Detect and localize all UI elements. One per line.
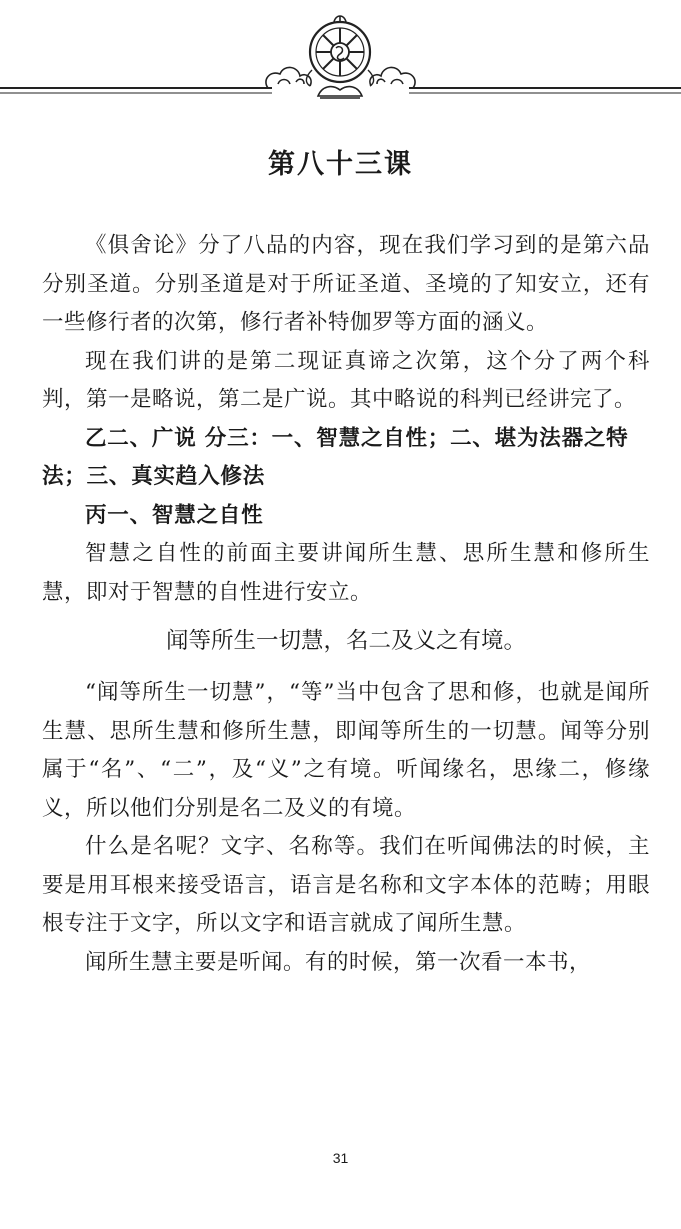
paragraph: 什么是名呢？文字、名称等。我们在听闻佛法的时候，主要是用耳根来接受语言，语言是名称和文字本体的范畴；用眼根专注于文字，所以文字和语言就成了闻所生慧。 <box>42 834 650 936</box>
section-heading-level2: 乙二、广说 分三：一、智慧之自性；二、堪为法器之特法；三、真实趋入修法 <box>42 425 629 489</box>
paragraph: “闻等所生一切慧”，“等”当中包含了思和修，也就是闻所生慧、思所生慧和修所生慧，即闻等所生的一切慧。闻等分别属于“名”、“二”，及“义”之有境。听闻缘名，思缘二，修缘义，所以他们分别是名二及义的有境。 <box>42 680 650 821</box>
verse-quote: 闻等所生一切慧，名二及义之有境。 <box>165 628 526 654</box>
paragraph: 现在我们讲的是第二现证真谛之次第，这个分了两个科判，第一是略说，第二是广说。其中略说的科判已经讲完了。 <box>42 348 650 412</box>
section-heading-level3: 丙一、智慧之自性 <box>85 502 264 528</box>
lesson-title: 第八十三课 <box>268 149 413 180</box>
dharma-wheel-icon <box>0 0 681 110</box>
paragraph: 智慧之自性的前面主要讲闻所生慧、思所生慧和修所生慧，即对于智慧的自性进行安立。 <box>42 541 650 605</box>
paragraph: 《俱舍论》分了八品的内容，现在我们学习到的是第六品分别圣道。分别圣道是对于所证圣道、圣境的了知安立，还有一些修行者的次第，修行者补特伽罗等方面的涵义。 <box>42 233 650 335</box>
paragraph: 闻所生慧主要是听闻。有的时候，第一次看一本书， <box>85 949 592 975</box>
lesson-body <box>42 227 650 982</box>
page-header-ornament <box>0 0 681 110</box>
page-number: 31 <box>332 1150 349 1166</box>
